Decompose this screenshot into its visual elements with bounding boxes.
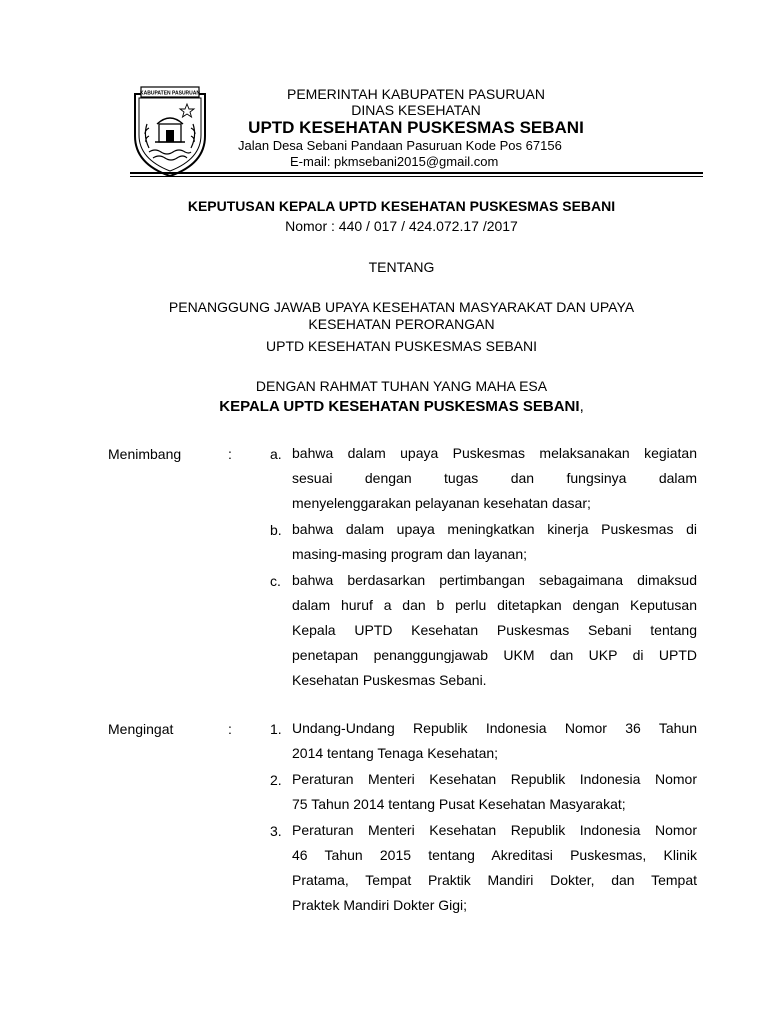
subject-line-2: KESEHATAN PERORANGAN xyxy=(308,316,495,332)
issuer-title: KEPALA UPTD KESEHATAN PUSKESMAS SEBANI xyxy=(219,398,580,415)
mengingat-colon: : xyxy=(228,721,232,737)
text-line: Kesehatan Puskesmas Sebani. xyxy=(292,672,487,688)
letterhead-divider-thick xyxy=(130,172,703,174)
text-line: 2014 tentang Tenaga Kesehatan; xyxy=(292,745,499,761)
issuer-suffix: , xyxy=(579,398,584,415)
subject-line-1: PENANGGUNG JAWAB UPAYA KESEHATAN MASYARAKAT DAN UPAYA xyxy=(168,299,635,315)
item-marker: c. xyxy=(270,573,281,589)
text-line: 75 Tahun 2014 tentang Pusat Kesehatan Masyarakat; xyxy=(292,796,626,812)
item-text xyxy=(292,568,697,693)
letterhead-divider-thin xyxy=(130,176,703,177)
text-line: Pratama, Tempat Praktik Mandiri Dokter, dan Tempat xyxy=(292,872,697,888)
mengingat-label: Mengingat xyxy=(108,721,174,737)
item-text xyxy=(292,818,697,918)
text-line: menyelenggarakan pelayanan kesehatan dasar; xyxy=(292,495,591,511)
issuer-line xyxy=(100,398,703,415)
regency-emblem-logo xyxy=(131,84,209,178)
item-marker: 3. xyxy=(270,823,282,839)
menimbang-colon: : xyxy=(228,446,232,462)
text-line: penetapan penanggungjawab UKM dan UKP di UPTD xyxy=(292,647,697,663)
text-line: bahwa berdasarkan pertimbangan sebagaimana dimaksud xyxy=(292,572,697,588)
text-line: Kepala UPTD Kesehatan Puskesmas Sebani tentang xyxy=(292,622,697,638)
item-marker: a. xyxy=(270,446,282,462)
item-text xyxy=(292,716,697,766)
item-text xyxy=(292,517,697,567)
letterhead-email: E-mail: pkmsebani2015@gmail.com xyxy=(290,154,499,169)
text-line: 46 Tahun 2015 tentang Akreditasi Puskesmas, Klinik xyxy=(292,847,697,863)
item-marker: b. xyxy=(270,522,282,538)
letterhead-department: DINAS KESEHATAN xyxy=(351,102,481,118)
text-line: Peraturan Menteri Kesehatan Republik Indonesia Nomor xyxy=(292,822,697,838)
blessing-line: DENGAN RAHMAT TUHAN YANG MAHA ESA xyxy=(255,378,548,394)
logo-lettering: KABUPATEN PASURUAN xyxy=(140,90,200,97)
text-line: Undang-Undang Republik Indonesia Nomor 36 Tahun xyxy=(292,720,697,736)
letterhead-government: PEMERINTAH KABUPATEN PASURUAN xyxy=(286,86,545,102)
subject-line-3: UPTD KESEHATAN PUSKESMAS SEBANI xyxy=(266,338,537,354)
tentang-heading: TENTANG xyxy=(368,259,435,275)
item-text xyxy=(292,441,697,516)
letterhead-address: Jalan Desa Sebani Pandaan Pasuruan Kode Pos 67156 xyxy=(238,138,562,153)
text-line: sesuai dengan tugas dan fungsinya dalam xyxy=(292,470,697,486)
text-line: Peraturan Menteri Kesehatan Republik Indonesia Nomor xyxy=(292,771,697,787)
decree-number: Nomor : 440 / 017 / 424.072.17 /2017 xyxy=(285,218,518,234)
item-marker: 1. xyxy=(270,721,282,737)
text-line: dalam huruf a dan b perlu ditetapkan dengan Keputusan xyxy=(292,597,697,613)
decree-title: KEPUTUSAN KEPALA UPTD KESEHATAN PUSKESMAS SEBANI xyxy=(187,198,616,214)
menimbang-label: Menimbang xyxy=(108,446,182,462)
text-line: bahwa dalam upaya Puskesmas melaksanakan kegiatan xyxy=(292,445,697,461)
letterhead-institution: UPTD KESEHATAN PUSKESMAS SEBANI xyxy=(248,118,584,137)
text-line: masing-masing program dan layanan; xyxy=(292,546,528,562)
text-line: bahwa dalam upaya meningkatkan kinerja Puskesmas di xyxy=(292,521,697,537)
text-line: Praktek Mandiri Dokter Gigi; xyxy=(292,897,468,913)
item-text xyxy=(292,767,697,817)
item-marker: 2. xyxy=(270,772,282,788)
